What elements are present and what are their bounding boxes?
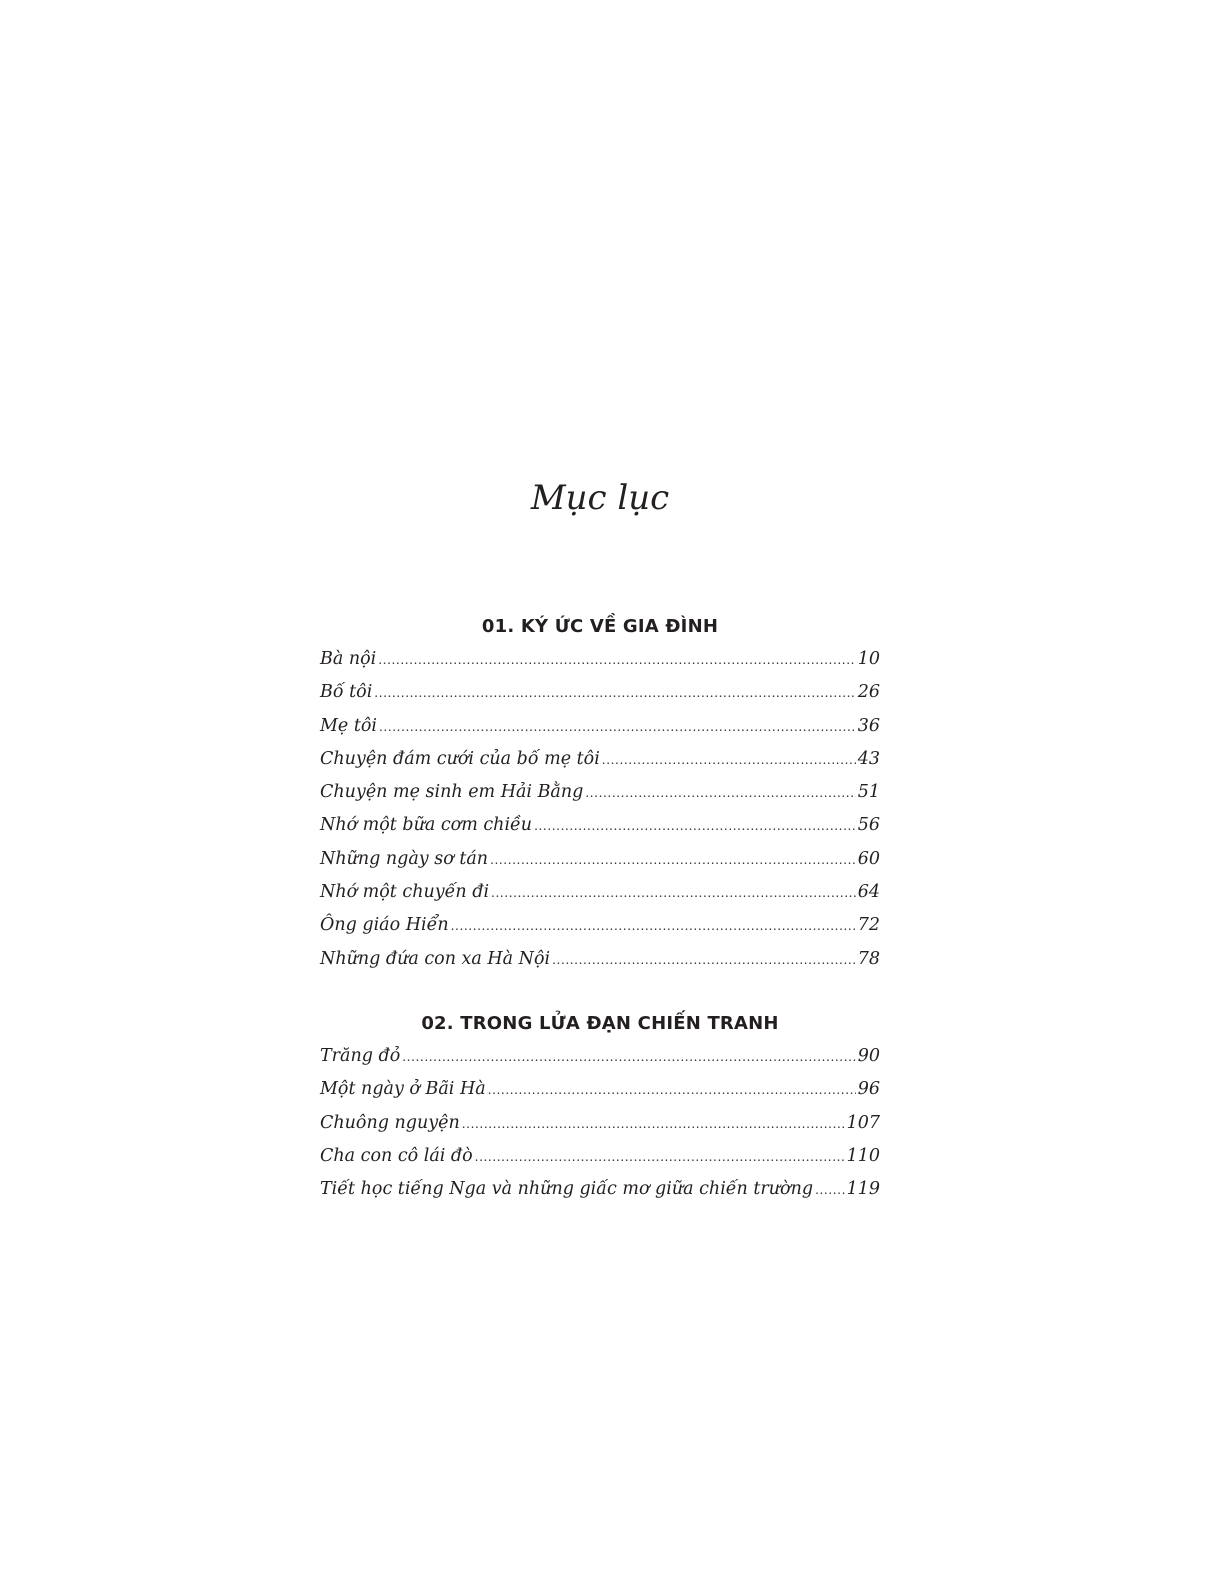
toc-entry[interactable] [320, 745, 880, 778]
toc-entry-title: Mẹ tôi [320, 715, 378, 736]
toc-entry[interactable] [320, 678, 880, 711]
toc-entry-title: Chuyện mẹ sinh em Hải Bằng [320, 782, 584, 803]
toc-entry-page: 72 [857, 915, 880, 936]
toc-entry[interactable] [320, 1075, 880, 1108]
toc-entry-page: 10 [857, 649, 880, 669]
toc-entry[interactable] [320, 778, 880, 811]
toc-entry-title: Những đứa con xa Hà Nội [320, 948, 551, 969]
toc-entry[interactable] [320, 1109, 880, 1142]
dot-leader [815, 1176, 845, 1204]
toc-entry[interactable] [320, 645, 880, 678]
toc-entry-title: Những ngày sơ tán [320, 848, 489, 869]
dot-leader [374, 679, 855, 707]
dot-leader [490, 846, 856, 874]
section-heading: 01. KÝ ỨC VỀ GIA ĐÌNH [481, 616, 719, 637]
toc-entry-title: Một ngày ở Bãi Hà [320, 1079, 486, 1100]
dot-leader [475, 1143, 845, 1171]
toc-entry-page: 96 [857, 1079, 880, 1100]
toc-entry-page: 43 [857, 748, 880, 769]
toc-entry-title: Nhớ một chuyến đi [320, 882, 490, 903]
toc-entry-title: Tiết học tiếng Nga và những giấc mơ giữa chiến trường [320, 1179, 814, 1200]
toc-entry[interactable] [320, 878, 880, 911]
toc-entry-page: 78 [857, 948, 880, 969]
dot-leader [552, 946, 856, 974]
toc-entry-title: Chuông nguyện [320, 1112, 460, 1133]
toc-entry[interactable] [320, 811, 880, 844]
toc-entry[interactable] [320, 945, 880, 978]
toc-entry-title: Bà nội [320, 649, 377, 669]
toc-entry[interactable] [320, 712, 880, 745]
toc-section-list [320, 645, 880, 978]
toc-section-list [320, 1042, 880, 1208]
dot-leader [602, 746, 856, 774]
toc-entry-page: 36 [857, 715, 880, 736]
dot-leader [488, 1076, 856, 1104]
toc-entry-title: Trăng đỏ [320, 1046, 401, 1066]
toc-entry-title: Ông giáo Hiển [320, 915, 449, 936]
dot-leader [379, 713, 856, 741]
toc-entry-page: 64 [857, 882, 880, 903]
toc-entry-page: 90 [857, 1046, 880, 1066]
toc-entry[interactable] [320, 911, 880, 944]
toc-entry-page: 107 [846, 1112, 880, 1133]
toc-entry-page: 26 [857, 682, 880, 703]
dot-leader [534, 812, 856, 840]
toc-entry[interactable] [320, 1042, 880, 1075]
toc-entry-page: 56 [857, 815, 880, 836]
toc-entry-page: 119 [846, 1179, 880, 1200]
toc-entry[interactable] [320, 1175, 880, 1208]
toc-entry-title: Bố tôi [320, 682, 373, 703]
page-title: Mục lục [530, 478, 670, 518]
dot-leader [462, 1110, 845, 1138]
toc-entry-page: 110 [846, 1145, 880, 1166]
toc-entry-page: 60 [857, 848, 880, 869]
toc-entry-title: Nhớ một bữa cơm chiều [320, 815, 533, 836]
toc-entry-title: Chuyện đám cưới của bố mẹ tôi [320, 748, 600, 769]
dot-leader [378, 646, 855, 674]
dot-leader [451, 912, 856, 940]
section-heading: 02. TRONG LỬA ĐẠN CHIẾN TRANH [421, 1013, 779, 1034]
toc-entry-title: Cha con cô lái đò [320, 1145, 473, 1166]
toc-entry[interactable] [320, 845, 880, 878]
dot-leader [402, 1043, 855, 1071]
toc-entry[interactable] [320, 1142, 880, 1175]
dot-leader [585, 779, 855, 807]
toc-entry-page: 51 [857, 782, 880, 803]
dot-leader [491, 879, 856, 907]
